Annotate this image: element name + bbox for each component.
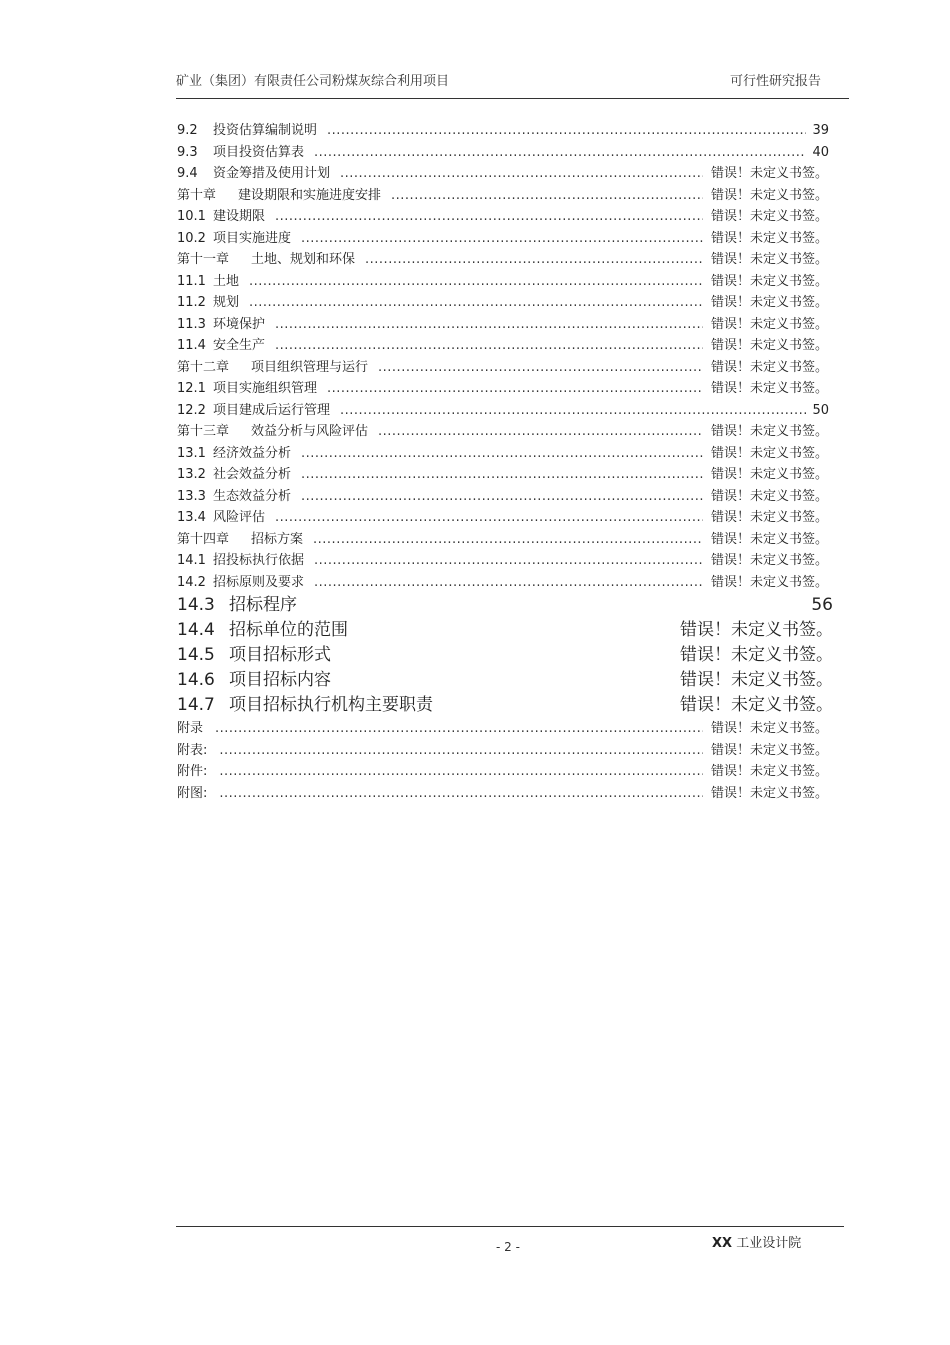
toc-leader-dots [275, 335, 703, 357]
toc-leader-dots [301, 464, 703, 486]
toc-entry-title: 效益分析与风险评估 [251, 424, 369, 439]
toc-entry-page: 错误！未定义书签。 [711, 721, 829, 736]
toc-section-entry[interactable] [177, 335, 849, 357]
toc-leader-dots [219, 783, 703, 805]
toc-section-entry-large[interactable] [177, 668, 849, 693]
toc-chapter-entry[interactable] [177, 421, 849, 443]
toc-entry-number: 9.3 [177, 144, 198, 160]
toc-leader-dots [249, 271, 703, 293]
toc-entry-page: 错误！未定义书签。 [711, 381, 829, 396]
toc-section-entry[interactable] [177, 120, 849, 142]
toc-entry-title: 投资估算编制说明 [213, 123, 318, 138]
toc-appendix-entry[interactable] [177, 718, 849, 740]
toc-entry-page: 错误！未定义书签。 [711, 338, 829, 353]
toc-entry-title: 项目实施组织管理 [213, 381, 318, 396]
toc-entry-title: 建设期限 [213, 209, 266, 224]
toc-entry-number: 13.3 [177, 488, 206, 504]
toc-leader-dots [340, 400, 806, 422]
toc-leader-dots [314, 572, 703, 594]
toc-section-entry[interactable] [177, 464, 849, 486]
toc-entry-page: 39 [812, 123, 829, 138]
toc-entry-page: 错误！未定义书签。 [711, 295, 829, 310]
toc-entry-title: 生态效益分析 [213, 488, 292, 504]
toc-section-entry[interactable] [177, 271, 849, 293]
toc-entry-number: 附表: [177, 742, 208, 758]
toc-entry-number: 11.4 [177, 338, 206, 353]
toc-leader-dots [301, 443, 703, 465]
toc-entry-number: 第十三章 [177, 424, 230, 439]
toc-leader-dots [275, 314, 703, 336]
toc-entry-number: 第十章 [177, 187, 217, 203]
toc-leader-dots [391, 185, 703, 207]
toc-section-entry[interactable] [177, 206, 849, 228]
toc-entry-title: 招投标执行依据 [213, 553, 305, 568]
toc-entry-page: 错误！未定义书签。 [680, 695, 833, 715]
company-name: 工业设计院 [736, 1236, 802, 1251]
toc-entry-page: 错误！未定义书签。 [711, 230, 829, 246]
toc-entry-page: 56 [811, 595, 833, 615]
toc-entry-title: 土地、规划和环保 [251, 252, 356, 267]
toc-entry-title: 环境保护 [213, 316, 266, 332]
toc-entry-page: 40 [812, 144, 829, 160]
toc-entry-page: 错误！未定义书签。 [711, 209, 829, 224]
toc-entry-page: 错误！未定义书签。 [711, 764, 829, 779]
toc-entry-page: 错误！未定义书签。 [711, 187, 829, 203]
toc-entry-title: 规划 [213, 295, 240, 310]
toc-section-entry[interactable] [177, 292, 849, 314]
toc-entry-title: 风险评估 [213, 510, 266, 525]
toc-entry-title: 资金筹措及使用计划 [213, 166, 331, 181]
toc-entry-page: 错误！未定义书签。 [711, 488, 829, 504]
header-project-title: 矿业（集团）有限责任公司粉煤灰综合利用项目 [176, 74, 450, 89]
toc-entry-page: 错误！未定义书签。 [711, 742, 829, 758]
toc-entry-page: 错误！未定义书签。 [680, 620, 833, 640]
toc-chapter-entry[interactable] [177, 249, 849, 271]
toc-section-entry[interactable] [177, 163, 849, 185]
footer-divider [176, 1226, 844, 1227]
toc-entry-title: 项目招标执行机构主要职责 [229, 695, 433, 715]
toc-entry-number: 11.3 [177, 316, 206, 332]
toc-leader-dots [301, 228, 703, 250]
page-number: - 2 - [496, 1240, 520, 1254]
toc-entry-number: 10.1 [177, 209, 206, 224]
toc-leader-dots [275, 206, 703, 228]
toc-entry-title: 安全生产 [213, 338, 266, 353]
toc-entry-page: 错误！未定义书签。 [711, 553, 829, 568]
toc-entry-title: 项目实施进度 [213, 230, 292, 246]
toc-entry-number: 第十一章 [177, 252, 230, 267]
toc-section-entry-large[interactable] [177, 593, 849, 618]
toc-leader-dots [314, 550, 703, 572]
toc-leader-dots [378, 357, 703, 379]
toc-appendix-entry[interactable] [177, 740, 849, 762]
toc-entry-title: 土地 [213, 273, 240, 289]
table-of-contents [177, 120, 849, 804]
toc-section-entry[interactable] [177, 486, 849, 508]
toc-leader-dots [313, 529, 703, 551]
toc-section-entry-large[interactable] [177, 618, 849, 643]
toc-entry-page: 错误！未定义书签。 [711, 424, 829, 439]
toc-leader-dots [215, 718, 703, 740]
toc-section-entry[interactable] [177, 550, 849, 572]
toc-section-entry[interactable] [177, 443, 849, 465]
toc-entry-number: 14.3 [177, 595, 215, 615]
company-prefix: XX [712, 1236, 733, 1251]
toc-leader-dots [314, 142, 806, 164]
toc-appendix-entry[interactable] [177, 761, 849, 783]
toc-entry-number: 附件: [177, 764, 208, 779]
toc-entry-page: 错误！未定义书签。 [711, 574, 829, 590]
toc-entry-page: 错误！未定义书签。 [711, 785, 829, 801]
toc-entry-number: 附图: [177, 785, 208, 801]
toc-entry-number: 9.2 [177, 123, 198, 138]
toc-entry-number: 11.2 [177, 295, 206, 310]
toc-entry-number: 12.2 [177, 402, 206, 418]
toc-entry-number: 13.4 [177, 510, 206, 525]
toc-entry-title: 招标方案 [251, 531, 304, 547]
toc-entry-page: 错误！未定义书签。 [711, 510, 829, 525]
toc-entry-page: 错误！未定义书签。 [680, 670, 833, 690]
toc-entry-page: 错误！未定义书签。 [711, 252, 829, 267]
toc-leader-dots [327, 120, 806, 142]
toc-entry-title: 项目招标内容 [229, 670, 331, 690]
toc-leader-dots [249, 292, 703, 314]
toc-entry-number: 14.6 [177, 670, 215, 690]
toc-appendix-entry[interactable] [177, 783, 849, 805]
toc-entry-number: 11.1 [177, 273, 206, 289]
toc-leader-dots [340, 163, 703, 185]
toc-leader-dots [275, 507, 703, 529]
toc-entry-number: 10.2 [177, 230, 206, 246]
toc-entry-page: 错误！未定义书签。 [711, 445, 829, 461]
toc-leader-dots [219, 740, 703, 762]
toc-entry-title: 社会效益分析 [213, 467, 292, 482]
toc-section-entry-large[interactable] [177, 693, 849, 718]
toc-section-entry[interactable] [177, 314, 849, 336]
toc-entry-number: 附录 [177, 721, 204, 736]
toc-entry-title: 项目组织管理与运行 [251, 359, 369, 375]
toc-section-entry[interactable] [177, 507, 849, 529]
toc-entry-title: 项目投资估算表 [213, 144, 305, 160]
toc-entry-title: 招标程序 [229, 595, 297, 615]
toc-entry-title: 项目建成后运行管理 [213, 402, 331, 418]
footer-company [712, 1232, 801, 1251]
toc-entry-number: 13.1 [177, 445, 206, 461]
toc-entry-page: 错误！未定义书签。 [711, 273, 829, 289]
toc-entry-number: 14.7 [177, 695, 215, 715]
toc-entry-number: 13.2 [177, 467, 206, 482]
toc-entry-page: 错误！未定义书签。 [711, 316, 829, 332]
toc-section-entry[interactable] [177, 378, 849, 400]
toc-entry-page: 错误！未定义书签。 [711, 467, 829, 482]
toc-entry-number: 12.1 [177, 381, 206, 396]
toc-section-entry[interactable] [177, 400, 849, 422]
page-header [176, 66, 849, 99]
toc-entry-number: 14.1 [177, 553, 206, 568]
toc-entry-number: 第十四章 [177, 531, 230, 547]
toc-entry-number: 第十二章 [177, 359, 230, 375]
toc-entry-title: 项目招标形式 [229, 645, 331, 665]
toc-entry-number: 9.4 [177, 166, 198, 181]
toc-leader-dots [378, 421, 703, 443]
toc-entry-page: 错误！未定义书签。 [711, 359, 829, 375]
toc-section-entry[interactable] [177, 228, 849, 250]
toc-entry-page: 50 [812, 402, 829, 418]
toc-entry-title: 招标原则及要求 [213, 574, 305, 590]
toc-leader-dots [327, 378, 703, 400]
toc-section-entry[interactable] [177, 572, 849, 594]
toc-chapter-entry[interactable] [177, 185, 849, 207]
toc-leader-dots [365, 249, 703, 271]
toc-leader-dots [301, 486, 703, 508]
toc-entry-page: 错误！未定义书签。 [680, 645, 833, 665]
toc-section-entry-large[interactable] [177, 643, 849, 668]
toc-entry-title: 经济效益分析 [213, 445, 292, 461]
toc-entry-number: 14.4 [177, 620, 215, 640]
toc-chapter-entry[interactable] [177, 529, 849, 551]
toc-section-entry[interactable] [177, 142, 849, 164]
toc-entry-title: 招标单位的范围 [229, 620, 348, 640]
toc-entry-title: 建设期限和实施进度安排 [238, 187, 382, 203]
toc-entry-number: 14.5 [177, 645, 215, 665]
toc-chapter-entry[interactable] [177, 357, 849, 379]
toc-entry-page: 错误！未定义书签。 [711, 166, 829, 181]
toc-entry-number: 14.2 [177, 574, 206, 590]
toc-entry-page: 错误！未定义书签。 [711, 531, 829, 547]
header-report-type: 可行性研究报告 [729, 74, 821, 89]
toc-leader-dots [219, 761, 703, 783]
